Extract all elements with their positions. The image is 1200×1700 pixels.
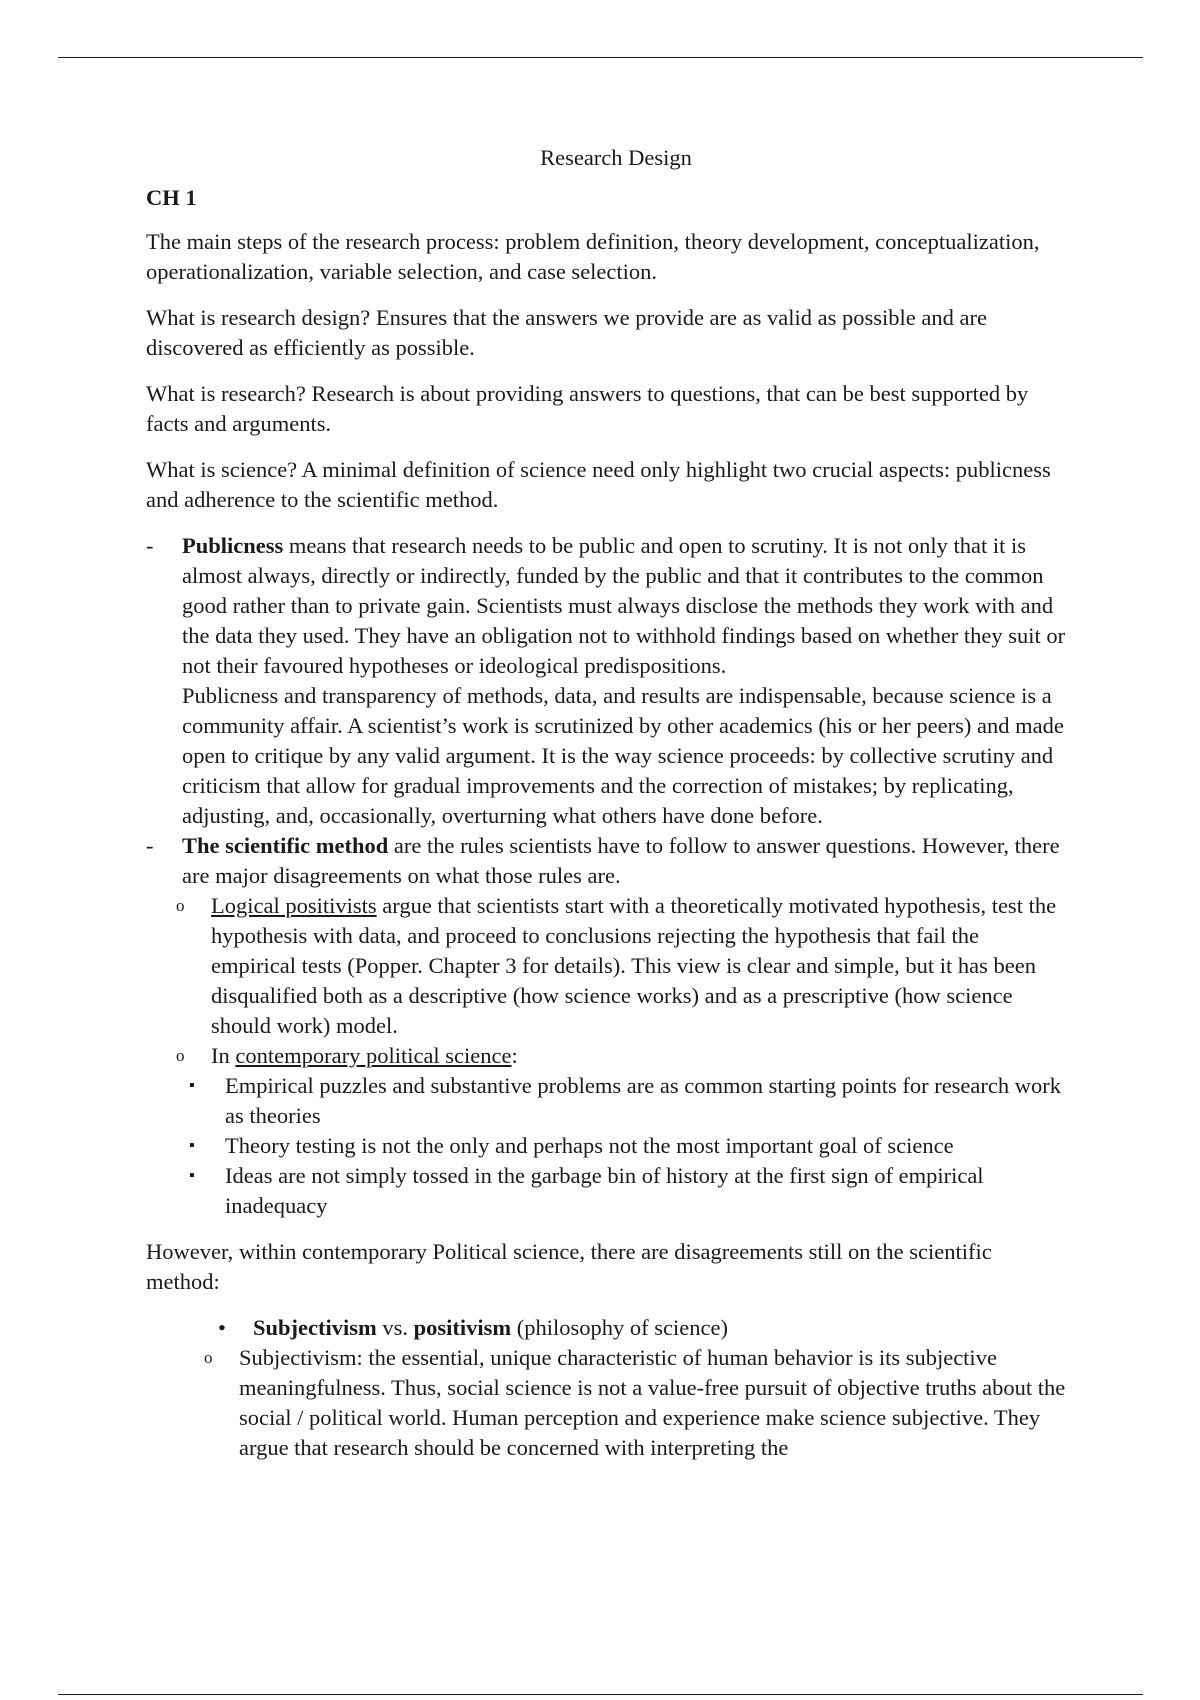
circle-marker: o bbox=[176, 896, 185, 915]
subjectivism-term: Subjectivism bbox=[253, 1315, 377, 1340]
document-body bbox=[146, 143, 1066, 1463]
logical-positivists-definition: argue that scientists start with a theoretically motivated hypothesis, test the hypothesis with data, and proceed to conclusions rejecting the hypothesis that fail the empirical tests (Popper. Chapter 3 for details). This view is clear and simple, but it has been disqualified both as a descriptive (how science works) and as a prescriptive (how science should work) model. bbox=[211, 893, 1057, 1038]
list-item-logical-positivists bbox=[146, 891, 1066, 1041]
paragraph-science: What is science? A minimal definition of science need only highlight two crucial aspects: publicness and adherence to the scientific method. bbox=[146, 457, 1051, 512]
square-marker: ▪ bbox=[189, 1077, 195, 1094]
list-item-subjectivism-vs-positivism bbox=[146, 1313, 1066, 1343]
contemporary-term: contemporary political science bbox=[235, 1043, 512, 1068]
document-title: Research Design bbox=[540, 145, 692, 170]
point-text: Ideas are not simply tossed in the garbage bin of history at the first sign of empirical inadequacy bbox=[225, 1163, 984, 1218]
list-item-contemporary-political-science bbox=[146, 1041, 1066, 1071]
scientific-method-definition: are the rules scientists have to follow to answer questions. However, there are major disagreements on what those rules are. bbox=[182, 833, 1060, 888]
list-item-scientific-method bbox=[146, 831, 1066, 891]
point-text: Empirical puzzles and substantive problems are as common starting points for research work as theories bbox=[225, 1073, 1062, 1128]
contemporary-prefix: In bbox=[211, 1043, 236, 1068]
subjectivism-heading bbox=[253, 1313, 1066, 1343]
bottom-rule bbox=[58, 1694, 1143, 1695]
positivism-term: positivism bbox=[413, 1315, 512, 1340]
science-aspects-list bbox=[146, 531, 1066, 1221]
circle-marker: o bbox=[176, 1046, 185, 1065]
logical-positivists-term: Logical positivists bbox=[211, 893, 377, 918]
dash-marker: - bbox=[146, 533, 154, 558]
square-marker: ▪ bbox=[189, 1167, 195, 1184]
publicness-transparency-text: Publicness and transparency of methods, data, and results are indispensable, because science is a community affair. A scientist’s work is scrutinized by other academics (his or her peers) and made open to critique by any valid argument. It is the way science proceeds: by collective scrutiny and criticism that allow for gradual improvements and the correction of mistakes; by replicating, adjusting, and, occasionally, overturning what others have done before. bbox=[182, 683, 1064, 828]
publicness-term: Publicness bbox=[182, 533, 284, 558]
logical-positivists-text bbox=[211, 891, 1066, 1041]
bullet-marker: • bbox=[218, 1315, 226, 1340]
publicness-text bbox=[182, 531, 1066, 681]
contemporary-text bbox=[211, 1041, 1066, 1071]
paragraph-research-steps: The main steps of the research process: problem definition, theory development, conceptualization, operationalization, variable selection, and case selection. bbox=[146, 229, 1040, 284]
list-item-point-3 bbox=[146, 1161, 1066, 1221]
circle-marker: o bbox=[204, 1348, 213, 1367]
dash-marker: - bbox=[146, 833, 154, 858]
square-marker: ▪ bbox=[189, 1137, 195, 1154]
subjectivism-text: Subjectivism: the essential, unique characteristic of human behavior is its subjective meaningfulness. Thus, social science is not a value-free pursuit of objective truths about the social / political world. Human perception and experience make science subjective. They argue that research should be concerned with interpreting the bbox=[239, 1345, 1066, 1460]
paragraph-research-design: What is research design? Ensures that the answers we provide are as valid as possible and are discovered as efficiently as possible. bbox=[146, 305, 987, 360]
list-item-point-2 bbox=[146, 1131, 1066, 1161]
philosophy-note: (philosophy of science) bbox=[511, 1315, 728, 1340]
paragraph-research: What is research? Research is about providing answers to questions, that can be best supported by facts and arguments. bbox=[146, 381, 1029, 436]
publicness-definition: means that research needs to be public and open to scrutiny. It is not only that it is almost always, directly or indirectly, funded by the public and that it contributes to the common good rather than to private gain. Scientists must always disclose the methods they work with and the data they used. They have an obligation not to withhold findings based on whether they suit or not their favoured hypotheses or ideological predispositions. bbox=[182, 533, 1066, 678]
contemporary-suffix: : bbox=[511, 1043, 518, 1068]
chapter-heading: CH 1 bbox=[146, 185, 197, 210]
list-item-publicness bbox=[146, 531, 1066, 831]
list-item-subjectivism-definition bbox=[146, 1343, 1066, 1463]
point-text: Theory testing is not the only and perhaps not the most important goal of science bbox=[225, 1133, 954, 1158]
scientific-method-term: The scientific method bbox=[182, 833, 389, 858]
vs-text: vs. bbox=[376, 1315, 414, 1340]
scientific-method-text bbox=[182, 831, 1066, 891]
top-rule bbox=[58, 57, 1143, 58]
list-item-point-1 bbox=[146, 1071, 1066, 1131]
paragraph-disagreements: However, within contemporary Political science, there are disagreements still on the scientific method: bbox=[146, 1239, 992, 1294]
